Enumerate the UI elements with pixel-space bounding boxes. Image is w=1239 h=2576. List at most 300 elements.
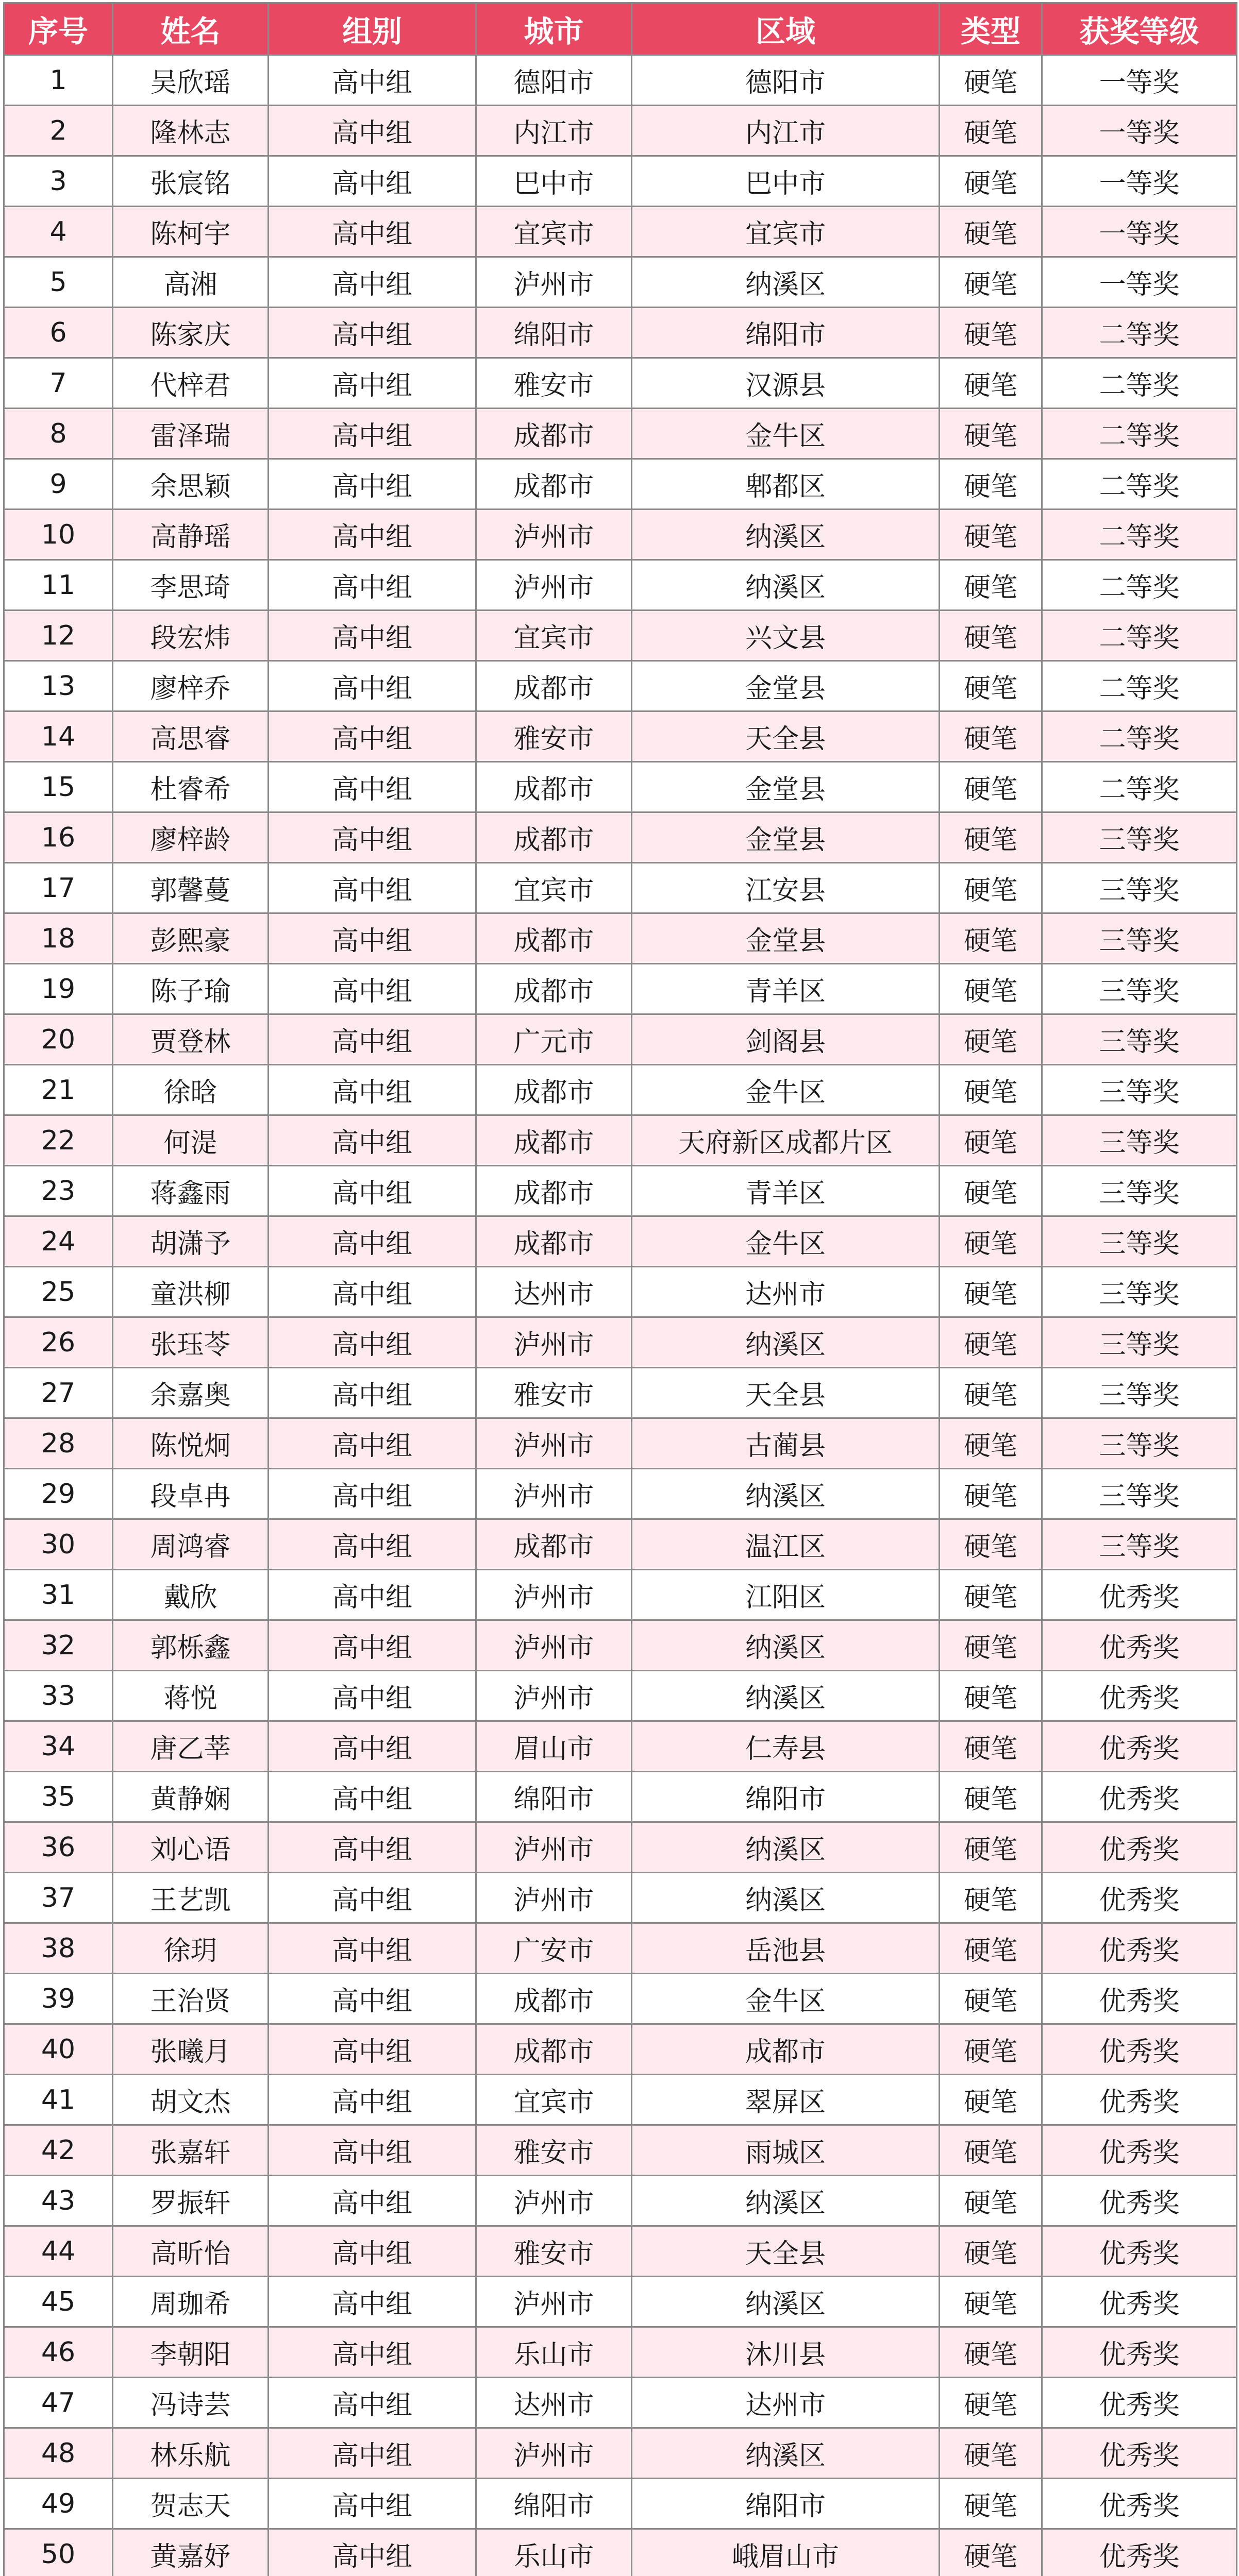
cell-award-level: 三等奖 xyxy=(1042,812,1237,863)
cell-group: 高中组 xyxy=(269,106,476,156)
cell-type: 硬笔 xyxy=(940,1519,1042,1570)
cell-group: 高中组 xyxy=(269,1065,476,1115)
table-row xyxy=(4,1772,1237,1822)
cell-type: 硬笔 xyxy=(940,1115,1042,1166)
cell-city: 乐山市 xyxy=(476,2529,632,2576)
cell-district: 纳溪区 xyxy=(632,2277,940,2327)
table-row xyxy=(4,1822,1237,1873)
cell-district: 纳溪区 xyxy=(632,257,940,308)
cell-group: 高中组 xyxy=(269,1317,476,1368)
cell-award-level: 优秀奖 xyxy=(1042,1923,1237,1974)
cell-serial-number: 17 xyxy=(4,863,113,913)
cell-name: 廖梓龄 xyxy=(113,812,269,863)
cell-city: 泸州市 xyxy=(476,1469,632,1519)
cell-city: 成都市 xyxy=(476,762,632,812)
cell-district: 纳溪区 xyxy=(632,1873,940,1923)
table-row xyxy=(4,863,1237,913)
cell-type: 硬笔 xyxy=(940,1923,1042,1974)
cell-serial-number: 34 xyxy=(4,1721,113,1772)
cell-name: 王治贤 xyxy=(113,1974,269,2024)
cell-group: 高中组 xyxy=(269,308,476,358)
cell-group: 高中组 xyxy=(269,2125,476,2176)
cell-group: 高中组 xyxy=(269,1873,476,1923)
cell-name: 贺志天 xyxy=(113,2479,269,2529)
cell-award-level: 三等奖 xyxy=(1042,1519,1237,1570)
cell-award-level: 优秀奖 xyxy=(1042,1620,1237,1671)
table-row xyxy=(4,1065,1237,1115)
cell-award-level: 优秀奖 xyxy=(1042,2327,1237,2378)
cell-name: 林乐航 xyxy=(113,2428,269,2479)
cell-name: 徐玥 xyxy=(113,1923,269,1974)
cell-name: 李朝阳 xyxy=(113,2327,269,2378)
cell-type: 硬笔 xyxy=(940,560,1042,611)
cell-type: 硬笔 xyxy=(940,1368,1042,1418)
cell-city: 绵阳市 xyxy=(476,2479,632,2529)
table-row xyxy=(4,2277,1237,2327)
cell-award-level: 二等奖 xyxy=(1042,661,1237,711)
cell-name: 黄嘉妤 xyxy=(113,2529,269,2576)
cell-group: 高中组 xyxy=(269,409,476,459)
cell-serial-number: 44 xyxy=(4,2226,113,2277)
cell-group: 高中组 xyxy=(269,1418,476,1469)
table-row xyxy=(4,1267,1237,1317)
cell-name: 陈柯宇 xyxy=(113,207,269,257)
cell-type: 硬笔 xyxy=(940,358,1042,409)
cell-group: 高中组 xyxy=(269,1620,476,1671)
cell-type: 硬笔 xyxy=(940,913,1042,964)
cell-award-level: 优秀奖 xyxy=(1042,2277,1237,2327)
cell-name: 张曦月 xyxy=(113,2024,269,2075)
cell-city: 泸州市 xyxy=(476,2277,632,2327)
cell-type: 硬笔 xyxy=(940,409,1042,459)
cell-type: 硬笔 xyxy=(940,2176,1042,2226)
table-row xyxy=(4,1923,1237,1974)
cell-district: 翠屏区 xyxy=(632,2075,940,2125)
cell-serial-number: 39 xyxy=(4,1974,113,2024)
cell-city: 达州市 xyxy=(476,2378,632,2428)
cell-district: 纳溪区 xyxy=(632,1671,940,1721)
header-city: 城市 xyxy=(476,3,632,55)
table-row xyxy=(4,560,1237,611)
cell-district: 青羊区 xyxy=(632,1166,940,1216)
cell-serial-number: 21 xyxy=(4,1065,113,1115)
cell-district: 温江区 xyxy=(632,1519,940,1570)
cell-type: 硬笔 xyxy=(940,762,1042,812)
cell-group: 高中组 xyxy=(269,1014,476,1065)
cell-serial-number: 2 xyxy=(4,106,113,156)
cell-group: 高中组 xyxy=(269,156,476,207)
cell-serial-number: 48 xyxy=(4,2428,113,2479)
cell-serial-number: 26 xyxy=(4,1317,113,1368)
table-row xyxy=(4,812,1237,863)
cell-award-level: 一等奖 xyxy=(1042,106,1237,156)
cell-serial-number: 35 xyxy=(4,1772,113,1822)
table-row xyxy=(4,964,1237,1014)
table-row xyxy=(4,1418,1237,1469)
cell-group: 高中组 xyxy=(269,1519,476,1570)
cell-name: 黄静娴 xyxy=(113,1772,269,1822)
cell-district: 德阳市 xyxy=(632,55,940,106)
cell-award-level: 优秀奖 xyxy=(1042,1974,1237,2024)
cell-district: 金堂县 xyxy=(632,812,940,863)
cell-serial-number: 9 xyxy=(4,459,113,510)
cell-award-level: 优秀奖 xyxy=(1042,2024,1237,2075)
cell-serial-number: 29 xyxy=(4,1469,113,1519)
cell-district: 绵阳市 xyxy=(632,2479,940,2529)
cell-city: 雅安市 xyxy=(476,2226,632,2277)
cell-group: 高中组 xyxy=(269,812,476,863)
cell-award-level: 一等奖 xyxy=(1042,55,1237,106)
cell-type: 硬笔 xyxy=(940,1570,1042,1620)
cell-award-level: 三等奖 xyxy=(1042,913,1237,964)
table-row xyxy=(4,308,1237,358)
cell-district: 沐川县 xyxy=(632,2327,940,2378)
cell-city: 泸州市 xyxy=(476,257,632,308)
cell-district: 金牛区 xyxy=(632,409,940,459)
table-row xyxy=(4,1974,1237,2024)
cell-city: 宜宾市 xyxy=(476,611,632,661)
cell-award-level: 三等奖 xyxy=(1042,1166,1237,1216)
cell-award-level: 二等奖 xyxy=(1042,308,1237,358)
cell-city: 宜宾市 xyxy=(476,2075,632,2125)
cell-type: 硬笔 xyxy=(940,1822,1042,1873)
cell-award-level: 三等奖 xyxy=(1042,863,1237,913)
table-row xyxy=(4,1368,1237,1418)
cell-city: 绵阳市 xyxy=(476,1772,632,1822)
cell-district: 峨眉山市 xyxy=(632,2529,940,2576)
cell-award-level: 二等奖 xyxy=(1042,409,1237,459)
table-row xyxy=(4,2024,1237,2075)
cell-group: 高中组 xyxy=(269,459,476,510)
cell-award-level: 二等奖 xyxy=(1042,459,1237,510)
cell-name: 戴欣 xyxy=(113,1570,269,1620)
cell-type: 硬笔 xyxy=(940,611,1042,661)
cell-serial-number: 19 xyxy=(4,964,113,1014)
cell-city: 泸州市 xyxy=(476,1418,632,1469)
cell-group: 高中组 xyxy=(269,913,476,964)
cell-district: 纳溪区 xyxy=(632,510,940,560)
cell-name: 冯诗芸 xyxy=(113,2378,269,2428)
cell-serial-number: 49 xyxy=(4,2479,113,2529)
cell-type: 硬笔 xyxy=(940,1469,1042,1519)
cell-district: 纳溪区 xyxy=(632,1620,940,1671)
cell-district: 金堂县 xyxy=(632,913,940,964)
cell-award-level: 三等奖 xyxy=(1042,964,1237,1014)
cell-serial-number: 28 xyxy=(4,1418,113,1469)
table-row xyxy=(4,55,1237,106)
cell-city: 成都市 xyxy=(476,812,632,863)
cell-district: 金牛区 xyxy=(632,1974,940,2024)
table-row xyxy=(4,1317,1237,1368)
cell-type: 硬笔 xyxy=(940,459,1042,510)
table-row xyxy=(4,1166,1237,1216)
cell-district: 金牛区 xyxy=(632,1216,940,1267)
table-row xyxy=(4,2125,1237,2176)
cell-name: 余嘉奥 xyxy=(113,1368,269,1418)
header-row xyxy=(4,3,1237,55)
cell-group: 高中组 xyxy=(269,2479,476,2529)
cell-name: 高昕怡 xyxy=(113,2226,269,2277)
cell-serial-number: 18 xyxy=(4,913,113,964)
cell-group: 高中组 xyxy=(269,2075,476,2125)
table-row xyxy=(4,207,1237,257)
cell-serial-number: 50 xyxy=(4,2529,113,2576)
cell-district: 绵阳市 xyxy=(632,1772,940,1822)
cell-serial-number: 36 xyxy=(4,1822,113,1873)
cell-type: 硬笔 xyxy=(940,2024,1042,2075)
cell-name: 蒋鑫雨 xyxy=(113,1166,269,1216)
cell-name: 张嘉轩 xyxy=(113,2125,269,2176)
cell-name: 高湘 xyxy=(113,257,269,308)
table-row xyxy=(4,762,1237,812)
table-row xyxy=(4,510,1237,560)
cell-serial-number: 27 xyxy=(4,1368,113,1418)
cell-type: 硬笔 xyxy=(940,2529,1042,2576)
cell-district: 仁寿县 xyxy=(632,1721,940,1772)
cell-type: 硬笔 xyxy=(940,207,1042,257)
cell-type: 硬笔 xyxy=(940,2277,1042,2327)
cell-award-level: 二等奖 xyxy=(1042,762,1237,812)
cell-group: 高中组 xyxy=(269,55,476,106)
cell-name: 吴欣瑶 xyxy=(113,55,269,106)
cell-group: 高中组 xyxy=(269,2327,476,2378)
cell-type: 硬笔 xyxy=(940,711,1042,762)
cell-award-level: 二等奖 xyxy=(1042,358,1237,409)
cell-type: 硬笔 xyxy=(940,863,1042,913)
table-row xyxy=(4,1620,1237,1671)
cell-group: 高中组 xyxy=(269,1772,476,1822)
cell-district: 汉源县 xyxy=(632,358,940,409)
cell-award-level: 优秀奖 xyxy=(1042,2075,1237,2125)
cell-city: 德阳市 xyxy=(476,55,632,106)
cell-type: 硬笔 xyxy=(940,1772,1042,1822)
cell-city: 眉山市 xyxy=(476,1721,632,1772)
table-row xyxy=(4,409,1237,459)
cell-district: 纳溪区 xyxy=(632,560,940,611)
cell-name: 陈悦炯 xyxy=(113,1418,269,1469)
cell-district: 巴中市 xyxy=(632,156,940,207)
cell-type: 硬笔 xyxy=(940,2378,1042,2428)
table-row xyxy=(4,1519,1237,1570)
cell-type: 硬笔 xyxy=(940,964,1042,1014)
cell-city: 乐山市 xyxy=(476,2327,632,2378)
cell-group: 高中组 xyxy=(269,2176,476,2226)
cell-award-level: 优秀奖 xyxy=(1042,2479,1237,2529)
cell-award-level: 三等奖 xyxy=(1042,1469,1237,1519)
header-name: 姓名 xyxy=(113,3,269,55)
cell-name: 杜睿希 xyxy=(113,762,269,812)
cell-name: 周珈希 xyxy=(113,2277,269,2327)
table-row xyxy=(4,1570,1237,1620)
cell-city: 巴中市 xyxy=(476,156,632,207)
header-group: 组别 xyxy=(269,3,476,55)
cell-award-level: 优秀奖 xyxy=(1042,1772,1237,1822)
cell-award-level: 优秀奖 xyxy=(1042,2378,1237,2428)
table-row xyxy=(4,2176,1237,2226)
cell-serial-number: 24 xyxy=(4,1216,113,1267)
cell-serial-number: 25 xyxy=(4,1267,113,1317)
header-award-level: 获奖等级 xyxy=(1042,3,1237,55)
cell-type: 硬笔 xyxy=(940,2327,1042,2378)
header-serial-number: 序号 xyxy=(4,3,113,55)
cell-name: 童洪柳 xyxy=(113,1267,269,1317)
cell-city: 达州市 xyxy=(476,1267,632,1317)
cell-district: 成都市 xyxy=(632,2024,940,2075)
table-row xyxy=(4,156,1237,207)
cell-group: 高中组 xyxy=(269,560,476,611)
cell-group: 高中组 xyxy=(269,661,476,711)
cell-type: 硬笔 xyxy=(940,1317,1042,1368)
cell-serial-number: 4 xyxy=(4,207,113,257)
cell-city: 雅安市 xyxy=(476,1368,632,1418)
cell-group: 高中组 xyxy=(269,2428,476,2479)
cell-award-level: 三等奖 xyxy=(1042,1216,1237,1267)
cell-type: 硬笔 xyxy=(940,2226,1042,2277)
cell-group: 高中组 xyxy=(269,2277,476,2327)
cell-award-level: 优秀奖 xyxy=(1042,1721,1237,1772)
cell-group: 高中组 xyxy=(269,1216,476,1267)
cell-district: 岳池县 xyxy=(632,1923,940,1974)
cell-city: 成都市 xyxy=(476,1115,632,1166)
cell-district: 青羊区 xyxy=(632,964,940,1014)
cell-name: 段卓冉 xyxy=(113,1469,269,1519)
cell-award-level: 二等奖 xyxy=(1042,711,1237,762)
cell-award-level: 二等奖 xyxy=(1042,611,1237,661)
cell-district: 绵阳市 xyxy=(632,308,940,358)
cell-name: 贾登林 xyxy=(113,1014,269,1065)
header-district: 区域 xyxy=(632,3,940,55)
cell-city: 广元市 xyxy=(476,1014,632,1065)
cell-group: 高中组 xyxy=(269,1923,476,1974)
cell-type: 硬笔 xyxy=(940,1065,1042,1115)
cell-serial-number: 10 xyxy=(4,510,113,560)
cell-type: 硬笔 xyxy=(940,1873,1042,1923)
cell-serial-number: 7 xyxy=(4,358,113,409)
cell-group: 高中组 xyxy=(269,1570,476,1620)
cell-name: 余思颖 xyxy=(113,459,269,510)
cell-serial-number: 41 xyxy=(4,2075,113,2125)
cell-city: 成都市 xyxy=(476,661,632,711)
cell-city: 宜宾市 xyxy=(476,207,632,257)
cell-award-level: 优秀奖 xyxy=(1042,2125,1237,2176)
cell-name: 代梓君 xyxy=(113,358,269,409)
cell-type: 硬笔 xyxy=(940,1216,1042,1267)
cell-city: 成都市 xyxy=(476,409,632,459)
cell-group: 高中组 xyxy=(269,1368,476,1418)
cell-district: 金堂县 xyxy=(632,661,940,711)
table-row xyxy=(4,2378,1237,2428)
cell-group: 高中组 xyxy=(269,207,476,257)
cell-district: 纳溪区 xyxy=(632,2176,940,2226)
cell-type: 硬笔 xyxy=(940,2075,1042,2125)
awards-table xyxy=(3,2,1237,2576)
cell-district: 天全县 xyxy=(632,2226,940,2277)
cell-name: 胡潇予 xyxy=(113,1216,269,1267)
cell-name: 李思琦 xyxy=(113,560,269,611)
cell-type: 硬笔 xyxy=(940,2479,1042,2529)
cell-serial-number: 8 xyxy=(4,409,113,459)
cell-name: 郭馨蔓 xyxy=(113,863,269,913)
cell-serial-number: 32 xyxy=(4,1620,113,1671)
cell-city: 泸州市 xyxy=(476,1873,632,1923)
table-row xyxy=(4,1216,1237,1267)
cell-name: 王艺凯 xyxy=(113,1873,269,1923)
cell-award-level: 优秀奖 xyxy=(1042,1873,1237,1923)
cell-type: 硬笔 xyxy=(940,2428,1042,2479)
cell-city: 成都市 xyxy=(476,1974,632,2024)
cell-city: 成都市 xyxy=(476,913,632,964)
cell-city: 泸州市 xyxy=(476,510,632,560)
table-row xyxy=(4,1721,1237,1772)
cell-serial-number: 42 xyxy=(4,2125,113,2176)
cell-serial-number: 6 xyxy=(4,308,113,358)
cell-city: 内江市 xyxy=(476,106,632,156)
cell-city: 成都市 xyxy=(476,1065,632,1115)
cell-name: 周鸿睿 xyxy=(113,1519,269,1570)
cell-district: 天府新区成都片区 xyxy=(632,1115,940,1166)
cell-award-level: 三等奖 xyxy=(1042,1418,1237,1469)
cell-city: 泸州市 xyxy=(476,1317,632,1368)
cell-city: 成都市 xyxy=(476,2024,632,2075)
cell-group: 高中组 xyxy=(269,358,476,409)
cell-group: 高中组 xyxy=(269,2529,476,2576)
table-row xyxy=(4,611,1237,661)
cell-type: 硬笔 xyxy=(940,55,1042,106)
table-row xyxy=(4,459,1237,510)
cell-name: 徐晗 xyxy=(113,1065,269,1115)
cell-group: 高中组 xyxy=(269,1974,476,2024)
cell-group: 高中组 xyxy=(269,2024,476,2075)
cell-name: 唐乙莘 xyxy=(113,1721,269,1772)
cell-type: 硬笔 xyxy=(940,156,1042,207)
cell-district: 纳溪区 xyxy=(632,2428,940,2479)
cell-serial-number: 20 xyxy=(4,1014,113,1065)
cell-name: 陈家庆 xyxy=(113,308,269,358)
cell-group: 高中组 xyxy=(269,762,476,812)
cell-district: 雨城区 xyxy=(632,2125,940,2176)
cell-serial-number: 14 xyxy=(4,711,113,762)
cell-group: 高中组 xyxy=(269,1115,476,1166)
table-row xyxy=(4,711,1237,762)
cell-city: 泸州市 xyxy=(476,2176,632,2226)
cell-name: 郭栎鑫 xyxy=(113,1620,269,1671)
cell-district: 纳溪区 xyxy=(632,1469,940,1519)
cell-name: 刘心语 xyxy=(113,1822,269,1873)
cell-award-level: 优秀奖 xyxy=(1042,1822,1237,1873)
cell-type: 硬笔 xyxy=(940,661,1042,711)
table-row xyxy=(4,2428,1237,2479)
cell-city: 雅安市 xyxy=(476,2125,632,2176)
cell-city: 泸州市 xyxy=(476,1671,632,1721)
cell-award-level: 优秀奖 xyxy=(1042,2176,1237,2226)
cell-name: 雷泽瑞 xyxy=(113,409,269,459)
cell-city: 成都市 xyxy=(476,964,632,1014)
cell-serial-number: 16 xyxy=(4,812,113,863)
cell-award-level: 一等奖 xyxy=(1042,257,1237,308)
cell-serial-number: 40 xyxy=(4,2024,113,2075)
cell-award-level: 优秀奖 xyxy=(1042,1570,1237,1620)
cell-serial-number: 33 xyxy=(4,1671,113,1721)
cell-serial-number: 30 xyxy=(4,1519,113,1570)
cell-award-level: 三等奖 xyxy=(1042,1267,1237,1317)
cell-type: 硬笔 xyxy=(940,308,1042,358)
cell-award-level: 三等奖 xyxy=(1042,1115,1237,1166)
cell-serial-number: 13 xyxy=(4,661,113,711)
cell-name: 何湜 xyxy=(113,1115,269,1166)
cell-serial-number: 31 xyxy=(4,1570,113,1620)
cell-type: 硬笔 xyxy=(940,106,1042,156)
cell-type: 硬笔 xyxy=(940,1014,1042,1065)
